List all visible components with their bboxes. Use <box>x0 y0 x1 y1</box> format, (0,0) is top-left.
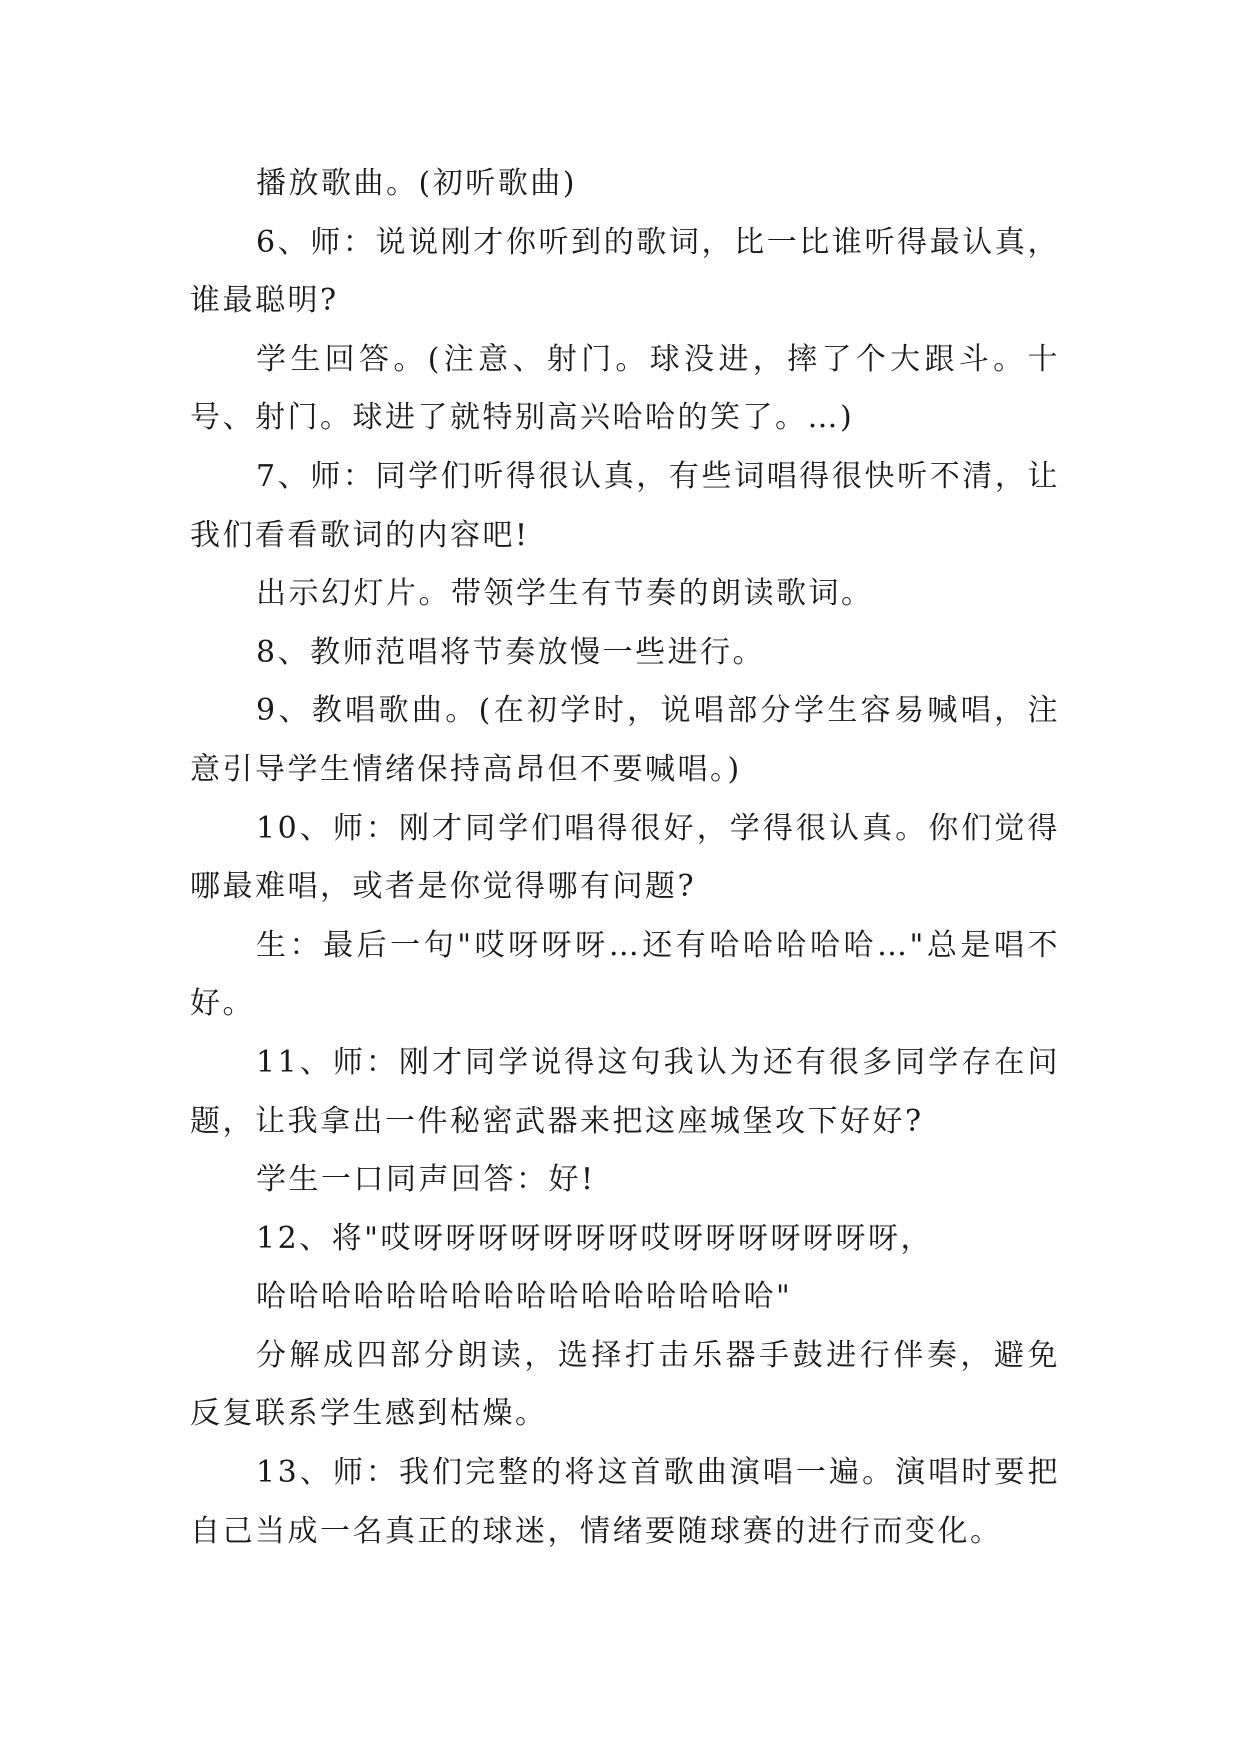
paragraph-9: 生：最后一句"哎呀呀呀…还有哈哈哈哈哈…"总是唱不好。 <box>190 927 1060 1022</box>
paragraph-1: 播放歌曲。(初听歌曲) <box>256 166 577 201</box>
paragraph-15: 13、师：我们完整的将这首歌曲演唱一遍。演唱时要把自己当成一名真正的球迷，情绪要随球赛的进行而变化。 <box>190 1455 1060 1549</box>
paragraph-7: 9、教唱歌曲。(在初学时，说唱部分学生容易喊唱，注意引导学生情绪保持高昂但不要喊唱。) <box>190 693 1060 787</box>
paragraph-2: 6、师：说说刚才你听到的歌词，比一比谁听得最认真，谁最聪明? <box>190 224 1060 319</box>
document-body <box>190 155 1060 1561</box>
paragraph-11: 学生一口同声回答：好! <box>256 1162 596 1198</box>
paragraph-13: 哈哈哈哈哈哈哈哈哈哈哈哈哈哈哈哈" <box>256 1279 793 1315</box>
paragraph-8: 10、师：刚才同学们唱得很好，学得很认真。你们觉得哪最难唱，或者是你觉得哪有问题? <box>190 810 1060 905</box>
paragraph-3: 学生回答。(注意、射门。球没进，摔了个大跟斗。十号、射门。球进了就特别高兴哈哈的笑了。…) <box>190 341 1060 436</box>
paragraph-14: 分解成四部分朗读，选择打击乐器手鼓进行伴奏，避免反复联系学生感到枯燥。 <box>190 1337 1060 1432</box>
paragraph-12: 12、将"哎呀呀呀呀呀呀呀哎呀呀呀呀呀呀呀， <box>256 1220 933 1256</box>
paragraph-10: 11、师：刚才同学说得这句我认为还有很多同学存在问题，让我拿出一件秘密武器来把这座城堡攻下好好? <box>190 1044 1060 1139</box>
paragraph-5: 出示幻灯片。带领学生有节奏的朗读歌词。 <box>256 576 874 612</box>
paragraph-4: 7、师：同学们听得很认真，有些词唱得很快听不清，让我们看看歌词的内容吧! <box>190 458 1060 553</box>
paragraph-6: 8、教师范唱将节奏放慢一些进行。 <box>256 634 766 670</box>
